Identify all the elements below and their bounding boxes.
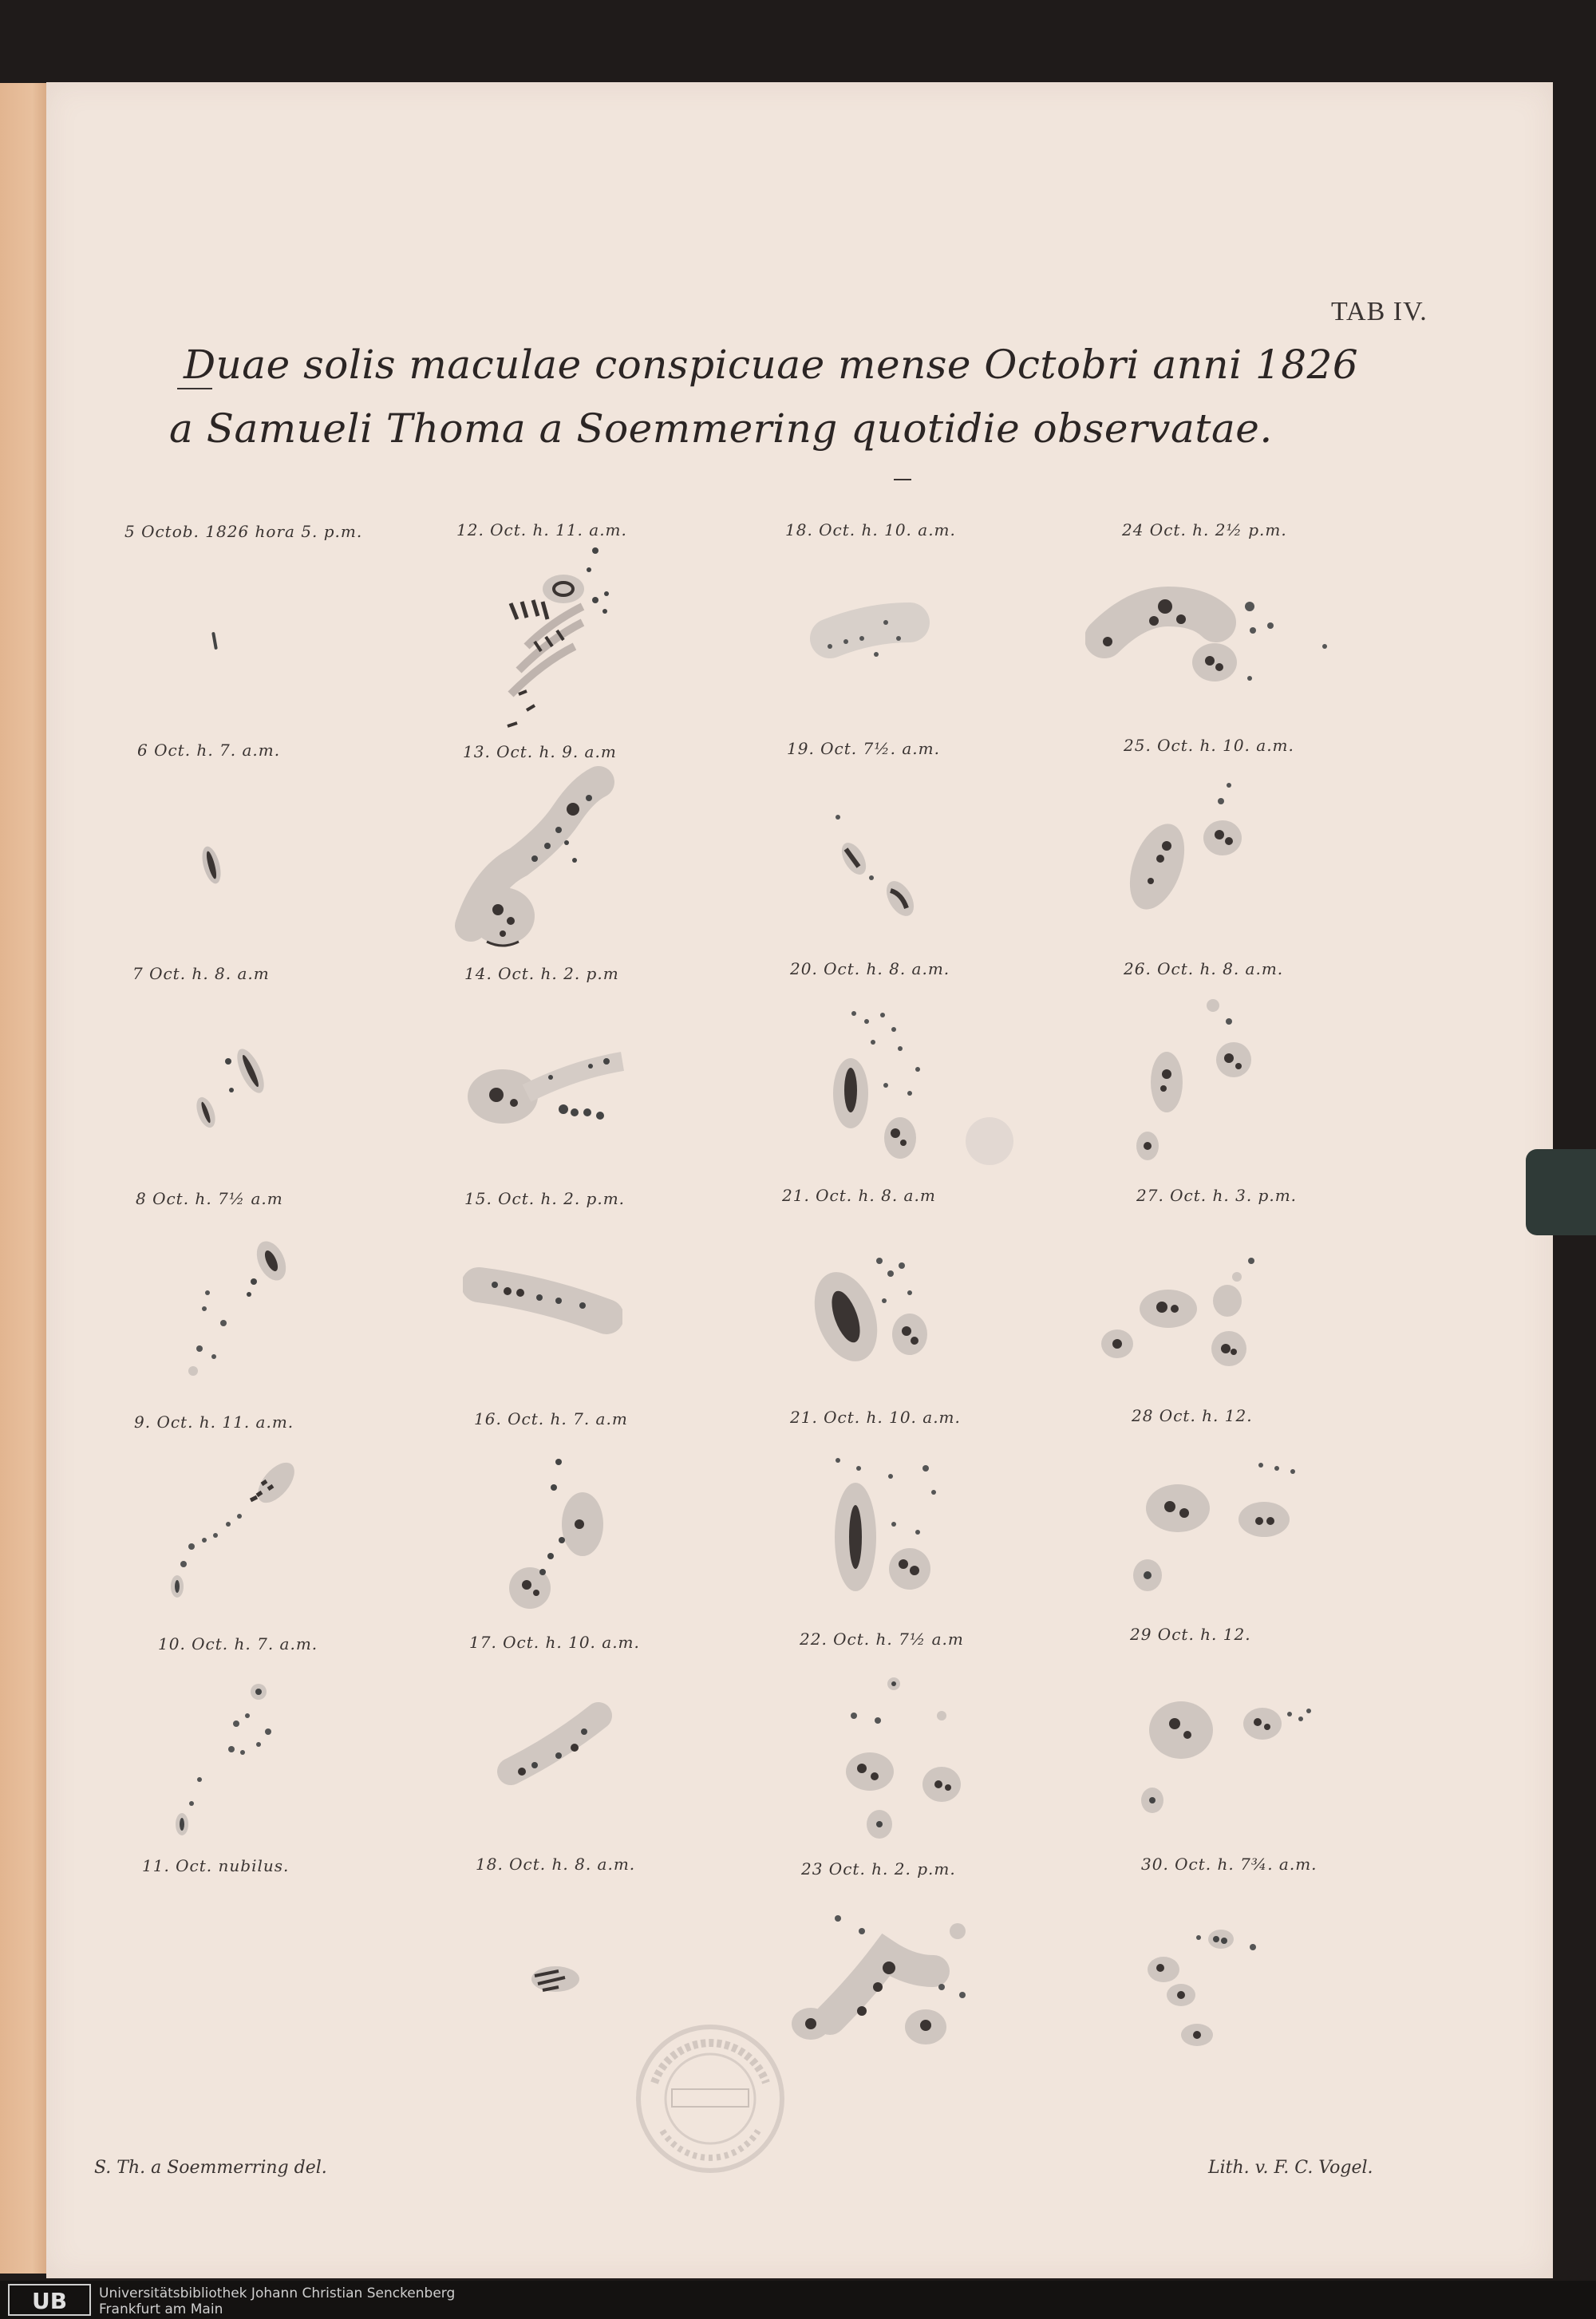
lithographer-credit: Lith. v. F. C. Vogel. bbox=[1208, 2158, 1373, 2178]
title-flourish bbox=[894, 479, 911, 480]
observation-label: 29 Oct. h. 12. bbox=[1130, 1625, 1251, 1644]
observation-label: 21. Oct. h. 8. a.m bbox=[782, 1186, 936, 1205]
sunspot-drawing bbox=[176, 1029, 295, 1149]
sunspot-drawing bbox=[1109, 1676, 1333, 1835]
sunspot-drawing bbox=[176, 1229, 295, 1389]
observation-label: 16. Oct. h. 7. a.m bbox=[474, 1409, 628, 1428]
observation-label: 5 Octob. 1826 hora 5. p.m. bbox=[124, 522, 363, 541]
sunspot-drawing bbox=[1125, 1915, 1285, 2075]
sunspot-drawing bbox=[814, 1444, 974, 1620]
sunspot-drawing bbox=[495, 1452, 622, 1620]
sunspot-drawing bbox=[1093, 1245, 1285, 1389]
observation-label: 26. Oct. h. 8. a.m. bbox=[1124, 959, 1284, 978]
observation-label: 18. Oct. h. 8. a.m. bbox=[476, 1855, 636, 1874]
sunspot-drawing bbox=[782, 1899, 1005, 2059]
ub-logo: UB bbox=[8, 2284, 91, 2316]
sunspot-drawing bbox=[1085, 575, 1341, 702]
sunspot-drawing bbox=[1109, 990, 1285, 1173]
library-city: Frankfurt am Main bbox=[99, 2301, 223, 2317]
observation-label: 10. Oct. h. 7. a.m. bbox=[158, 1634, 318, 1653]
sunspot-drawing bbox=[790, 1229, 966, 1389]
sunspot-drawing bbox=[455, 1029, 646, 1157]
library-stamp bbox=[630, 2019, 790, 2179]
sunspot-drawing bbox=[152, 814, 271, 934]
page-left-edge bbox=[0, 83, 46, 2274]
sunspot-drawing bbox=[455, 766, 630, 958]
sunspot-drawing bbox=[1109, 766, 1269, 926]
plate-number: TAB IV. bbox=[1331, 297, 1428, 326]
sunspot-drawing bbox=[806, 998, 1045, 1173]
observation-label: 7 Oct. h. 8. a.m bbox=[132, 964, 270, 983]
observation-label: 20. Oct. h. 8. a.m. bbox=[790, 959, 950, 978]
sunspot-drawing bbox=[1117, 1452, 1309, 1612]
observation-label: 14. Oct. h. 2. p.m bbox=[464, 964, 619, 983]
observation-label: 18. Oct. h. 10. a.m. bbox=[785, 520, 956, 539]
observation-label: 27. Oct. h. 3. p.m. bbox=[1136, 1186, 1298, 1205]
sunspot-drawing bbox=[160, 1452, 303, 1612]
sunspot-drawing bbox=[495, 1692, 622, 1803]
observation-label: 25. Oct. h. 10. a.m. bbox=[1124, 736, 1294, 755]
observation-label: 19. Oct. 7½. a.m. bbox=[787, 739, 940, 758]
draughtsman-credit: S. Th. a Soemmerring del. bbox=[94, 2158, 327, 2178]
observation-label: 8 Oct. h. 7½ a.m bbox=[136, 1189, 283, 1208]
observation-label: 12. Oct. h. 11. a.m. bbox=[456, 520, 627, 539]
sunspot-drawing bbox=[152, 591, 271, 710]
observation-label: 9. Oct. h. 11. a.m. bbox=[134, 1412, 294, 1432]
observation-label: 24 Oct. h. 2½ p.m. bbox=[1122, 520, 1287, 539]
plate-title-line-1: Duae solis maculae conspicuae mense Octobri anni 1826 bbox=[184, 342, 1359, 388]
observation-label: 6 Oct. h. 7. a.m. bbox=[137, 741, 281, 760]
observation-label: 15. Oct. h. 2. p.m. bbox=[464, 1189, 626, 1208]
observation-label: 23 Oct. h. 2. p.m. bbox=[801, 1859, 956, 1879]
scan-clip bbox=[1526, 1149, 1596, 1235]
plate-title-line-2: a Samueli Thoma a Soemmering quotidie observatae. bbox=[169, 405, 1273, 452]
sunspot-drawing bbox=[511, 1939, 606, 2019]
sunspot-drawing bbox=[814, 798, 942, 942]
observation-label: 28 Oct. h. 12. bbox=[1132, 1406, 1253, 1425]
observation-label: 21. Oct. h. 10. a.m. bbox=[790, 1408, 961, 1427]
observation-label: 30. Oct. h. 7¾. a.m. bbox=[1141, 1855, 1317, 1874]
sunspot-drawing bbox=[463, 1253, 622, 1365]
sunspot-drawing bbox=[463, 535, 638, 742]
sunspot-drawing bbox=[160, 1676, 303, 1851]
observation-label: 22. Oct. h. 7½ a.m bbox=[800, 1630, 964, 1649]
observation-label: 17. Oct. h. 10. a.m. bbox=[469, 1633, 640, 1652]
sunspot-drawing bbox=[806, 591, 934, 702]
sunspot-drawing bbox=[822, 1668, 998, 1851]
library-name: Universitätsbibliothek Johann Christian Senckenberg bbox=[99, 2285, 456, 2301]
observation-label: 11. Oct. nubilus. bbox=[142, 1856, 290, 1875]
title-flourish bbox=[177, 388, 212, 389]
observation-label: 13. Oct. h. 9. a.m bbox=[463, 742, 617, 761]
